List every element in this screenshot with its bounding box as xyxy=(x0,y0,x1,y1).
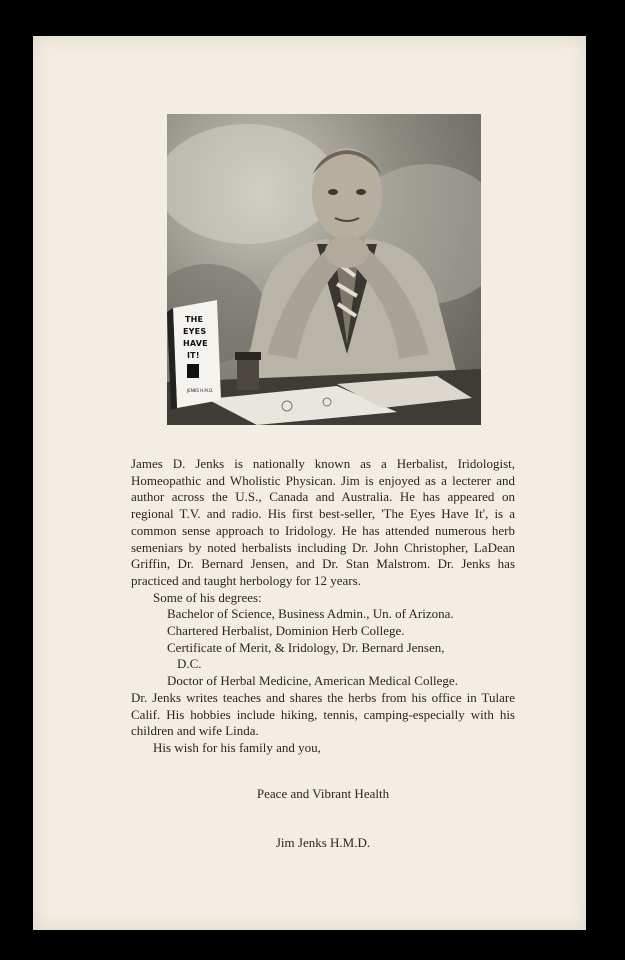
degree-item: D.C. xyxy=(177,656,202,672)
bio-closing-paragraph: Dr. Jenks writes teaches and shares the herbs from his office in Tulare Calif. His hobbies include hiking, tennis, camping-especially with his children and wife Linda. xyxy=(131,689,515,739)
book-title-line-4: IT! xyxy=(187,351,200,360)
degree-item: Doctor of Herbal Medicine, American Medical College. xyxy=(167,673,458,689)
author-biography xyxy=(131,456,515,850)
back-cover-page xyxy=(33,36,586,930)
degrees-intro: Some of his degrees: xyxy=(153,589,262,605)
book-cover-the-eyes-have-it xyxy=(167,300,221,410)
degree-item: Chartered Herbalist, Dominion Herb College. xyxy=(167,623,405,639)
salutation: Peace and Vibrant Health xyxy=(256,786,390,801)
book-title-line-3: HAVE xyxy=(183,339,208,348)
wish-line: His wish for his family and you, xyxy=(153,739,321,755)
degree-item: Certificate of Merit, & Iridology, Dr. Bernard Jensen, xyxy=(167,639,445,655)
book-title-line-2: EYES xyxy=(183,327,207,336)
signature: Jim Jenks H.M.D. xyxy=(275,835,371,850)
author-portrait-photo xyxy=(167,114,481,425)
degree-item: Bachelor of Science, Business Admin., Un. of Arizona. xyxy=(167,606,454,622)
book-title-line-1: THE xyxy=(185,315,204,324)
bio-paragraph: James D. Jenks is nationally known as a Herbalist, Iridologist, Homeopathic and Wholistic Physican. Jim is enjoyed as a lecterer and author across the U.S., Canada and Australia. He has appeared on regional T.V. and radio. His first best-seller, 'The Eyes Have It', is a common sense approach to Iridology. He has attended numerous herb semeniars by noted herbalists including Dr. John Christopher, LaDean Griffin, Dr. Bernard Jensen, and Dr. Stan Malstrom. Dr. Jenks has practiced and taught herbology for 12 years. xyxy=(131,456,515,588)
book-author-small: JENKS H.M.D. xyxy=(187,388,214,393)
portrait-illustration xyxy=(167,114,481,425)
